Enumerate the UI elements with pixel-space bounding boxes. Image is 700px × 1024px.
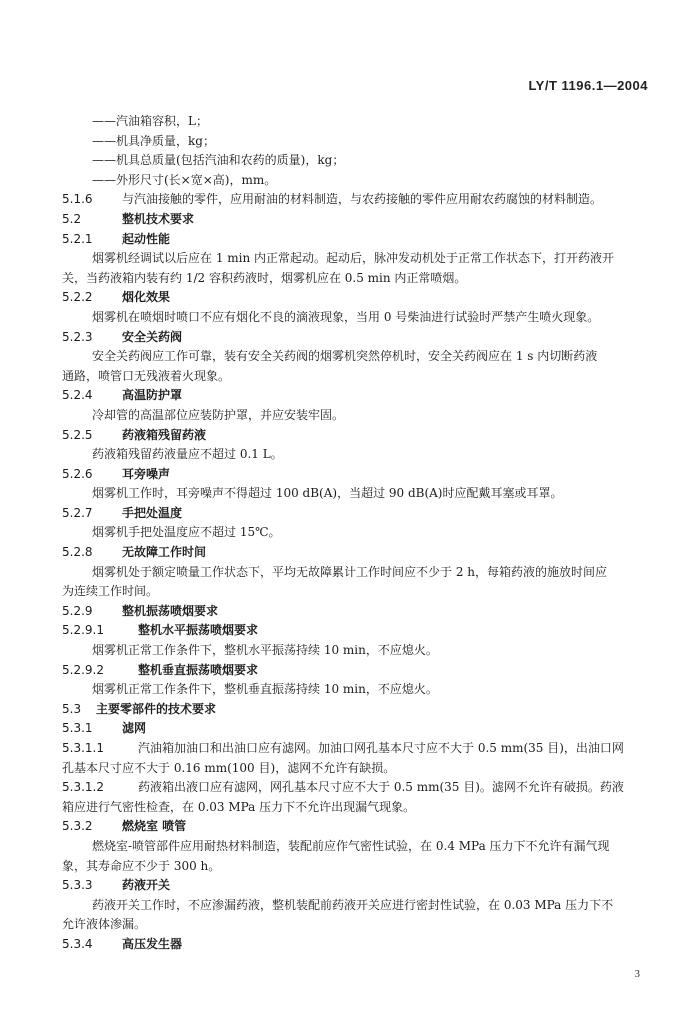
paragraph-line: 烟雾机手把处温度应不超过 15℃。 <box>92 525 281 540</box>
section-heading <box>62 935 642 955</box>
paragraph-line: 箱应进行气密性检查，在 0.03 MPa 压力下不允许出现漏气现象。 <box>62 799 416 814</box>
paragraph-line: 烟雾机正常工作条件下，整机水平振荡持续 10 min，不应熄火。 <box>92 643 438 658</box>
heading-text: 滤网 <box>122 721 147 736</box>
heading-text: 无故障工作时间 <box>122 545 207 560</box>
clause-item <box>62 190 642 210</box>
list-item: ——机具净质量，kg； <box>92 133 215 148</box>
clause-number: 5.3.1.1 <box>62 741 104 755</box>
clause-number: 5.2.4 <box>62 388 93 403</box>
clause-number: 5.3.1 <box>62 721 93 736</box>
heading-text: 高压发生器 <box>122 936 183 951</box>
document-body <box>62 112 642 955</box>
heading-text: 高温防护罩 <box>122 388 183 403</box>
section-heading <box>62 700 642 720</box>
clause-text: 药液箱出液口应有滤网，网孔基本尺寸应不大于 0.5 mm(35 目)。滤网不允许有破损。药液 <box>138 780 624 795</box>
clause-number: 5.1.6 <box>62 192 93 207</box>
paragraph-line: 冷却管的高温部位应装防护罩，并应安装牢固。 <box>92 407 345 422</box>
section-heading <box>62 465 642 485</box>
heading-text: 耳旁噪声 <box>122 466 171 481</box>
clause-text: 与汽油接触的零件，应用耐油的材料制造，与农药接触的零件应用耐农药腐蚀的材料制造。 <box>122 192 603 207</box>
clause-number: 5.2 <box>62 211 82 226</box>
section-heading <box>62 328 642 348</box>
paragraph-line: 烟雾机处于额定喷量工作状态下，平均无故障累计工作时间应不少于 2 h，每箱药液的施放时间应 <box>92 564 607 579</box>
page-number: 3 <box>634 968 640 980</box>
section-heading <box>62 210 642 230</box>
section-heading <box>62 386 642 406</box>
heading-text: 整机技术要求 <box>122 211 195 226</box>
clause-number: 5.2.9 <box>62 603 93 618</box>
paragraph-line: 安全关药阀应工作可靠，装有安全关药阀的烟雾机突然停机时，安全关药阀应在 1 s 内切断药液 <box>92 349 598 364</box>
heading-text: 手把处温度 <box>122 505 183 520</box>
section-heading <box>62 288 642 308</box>
clause-number: 5.2.3 <box>62 329 93 344</box>
heading-text: 药液开关 <box>122 878 171 893</box>
paragraph-line: 象，其寿命应不少于 300 h。 <box>62 858 221 873</box>
section-heading <box>62 719 642 739</box>
clause-item <box>62 778 642 798</box>
paragraph-line: 关，当药液箱内装有约 1/2 容积药液时，烟雾机应在 0.5 min 内正常喷烟。 <box>62 270 467 285</box>
clause-text: 汽油箱加油口和出油口应有滤网。加油口网孔基本尺寸应不大于 0.5 mm(35 目)，出油口网 <box>138 741 624 755</box>
heading-text: 主要零部件的技术要求 <box>96 701 217 716</box>
standard-code: LY/T 1196.1—2004 <box>528 78 648 93</box>
heading-text: 整机水平振荡喷烟要求 <box>138 623 259 638</box>
clause-number: 5.3.4 <box>62 936 93 951</box>
paragraph-line: 烟雾机工作时，耳旁噪声不得超过 100 dB(A)，当超过 90 dB(A)时应配戴耳塞或耳罩。 <box>92 486 563 501</box>
clause-number: 5.3.3 <box>62 878 93 893</box>
heading-text: 烟化效果 <box>122 290 171 305</box>
clause-number: 5.2.2 <box>62 290 93 305</box>
paragraph-line: 烟雾机经调试以后应在 1 min 内正常起动。起动后，脉冲发动机处于正常工作状态下，打开药液开 <box>92 251 615 266</box>
heading-text: 安全关药阀 <box>122 329 183 344</box>
clause-number: 5.2.5 <box>62 427 93 442</box>
paragraph-line: 允许液体渗漏。 <box>62 917 147 932</box>
clause-number: 5.3.2 <box>62 819 93 834</box>
clause-number: 5.2.8 <box>62 545 93 560</box>
clause-number: 5.2.6 <box>62 466 93 481</box>
paragraph-line: 烟雾机正常工作条件下，整机垂直振荡持续 10 min，不应熄火。 <box>92 682 438 697</box>
paragraph-line: 通路，喷管口无残液着火现象。 <box>62 368 231 383</box>
heading-text: 整机振荡喷烟要求 <box>122 603 219 618</box>
section-heading <box>62 230 642 250</box>
heading-text: 药液箱残留药液 <box>122 427 207 442</box>
paragraph-line: 烟雾机在喷烟时喷口不应有烟化不良的滴液现象，当用 0 号柴油进行试验时严禁产生喷火现象。 <box>92 309 600 324</box>
clause-number: 5.2.1 <box>62 231 93 246</box>
clause-number: 5.3.1.2 <box>62 780 104 795</box>
list-item: ——外形尺寸(长×宽×高)，mm。 <box>92 172 277 187</box>
clause-item <box>62 739 642 759</box>
heading-text: 起动性能 <box>122 231 171 246</box>
paragraph-line: 药液箱残留药液量应不超过 0.1 L。 <box>92 447 283 462</box>
section-heading <box>62 543 642 563</box>
paragraph-line: 为连续工作时间。 <box>62 584 159 599</box>
clause-number: 5.2.9.1 <box>62 623 104 638</box>
list-item: ——汽油箱容积，L； <box>92 114 208 128</box>
paragraph-line: 孔基本尺寸应不大于 0.16 mm(100 目)，滤网不允许有缺损。 <box>62 760 396 775</box>
section-heading <box>62 426 642 446</box>
heading-text: 燃烧室 喷管 <box>122 819 187 834</box>
paragraph-line: 药液开关工作时，不应渗漏药液，整机装配前药液开关应进行密封性试验，在 0.03 MPa 压力下不 <box>92 897 614 912</box>
section-heading <box>62 876 642 896</box>
list-item: ——机具总质量(包括汽油和农药的质量)，kg； <box>92 153 345 168</box>
clause-number: 5.2.9.2 <box>62 662 104 677</box>
section-heading <box>62 602 642 622</box>
section-heading <box>62 504 642 524</box>
section-heading <box>62 621 642 641</box>
clause-number: 5.3 <box>62 701 82 716</box>
clause-number: 5.2.7 <box>62 505 93 520</box>
section-heading <box>62 661 642 681</box>
heading-text: 整机垂直振荡喷烟要求 <box>138 662 259 677</box>
section-heading <box>62 817 642 837</box>
paragraph-line: 燃烧室-喷管部件应用耐热材料制造，装配前应作气密性试验，在 0.4 MPa 压力下不允许有漏气现 <box>92 838 610 853</box>
